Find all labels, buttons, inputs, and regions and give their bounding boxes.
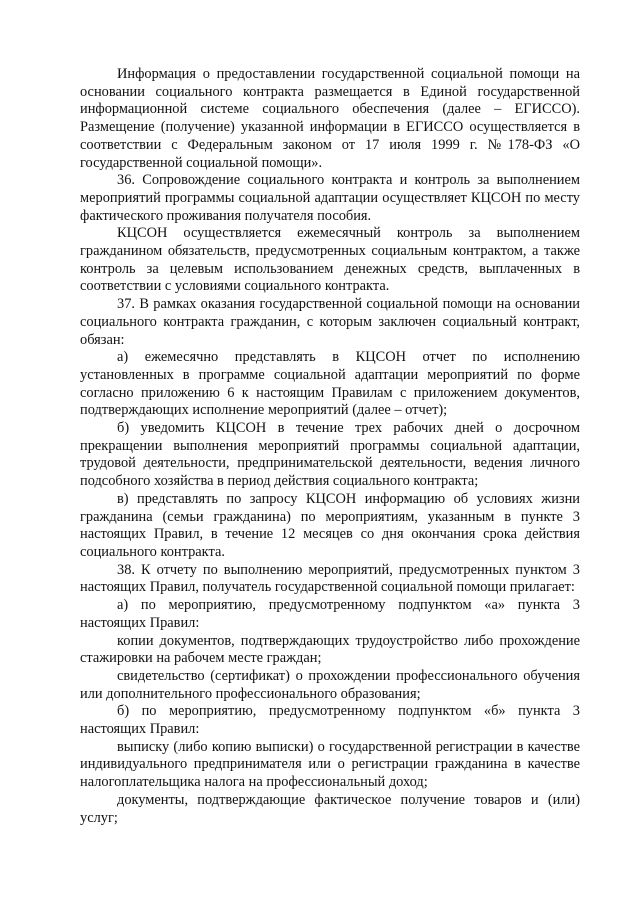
paragraph-37: 37. В рамках оказания государственной социальной помощи на основании социального контракта гражданин, с которым заключен социальный контракт, обязан: [80,296,580,348]
document-page [80,66,580,827]
paragraph-37-v: в) представлять по запросу КЦСОН информацию об условиях жизни гражданина (семьи гражданина) по мероприятиям, указанным в пункте 3 настоящих Правил, в течение 12 месяцев со дня окончания срока действия социального контракта. [80,490,580,560]
paragraph-38-a-certificate: свидетельство (сертификат) о прохождении профессионального обучения или дополнительного профессионального образования; [80,667,580,702]
paragraph-monthly-control: КЦСОН осуществляется ежемесячный контроль за выполнением гражданином обязательств, предусмотренных социальным контрактом, а также контроль за целевым использованием денежных средств, выплаченных в соответствии с условиями социального контракта. [80,225,580,295]
paragraph-38: 38. К отчету по выполнению мероприятий, предусмотренных пунктом 3 настоящих Правил, получатель государственной социальной помощи прилагает: [80,561,580,596]
paragraph-egisso-info: Информация о предоставлении государственной социальной помощи на основании социального контракта размещается в Единой государственной информационной системе социального обеспечения (далее – ЕГИССО). Размещение (получение) указанной информации в ЕГИССО осуществляется в соответствии с Федеральным законом от 17 июля 1999 г. №178-ФЗ «О государственной социальной помощи». [80,66,580,171]
paragraph-38-b-documents: документы, подтверждающие фактическое получение товаров и (или) услуг; [80,791,580,826]
paragraph-38-a: а) по мероприятию, предусмотренному подпунктом «а» пункта 3 настоящих Правил: [80,597,580,631]
paragraph-36: 36. Сопровождение социального контракта и контроль за выполнением мероприятий программы социальной адаптации осуществляет КЦСОН по месту фактического проживания получателя пособия. [80,172,580,224]
paragraph-37-a: а) ежемесячно представлять в КЦСОН отчет по исполнению установленных в программе социальной адаптации мероприятий по форме согласно приложению 6 к настоящим Правилам с приложением документов, подтверждающих исполнение мероприятий (далее – отчет); [80,349,580,419]
paragraph-38-b-extract: выписку (либо копию выписки) о государственной регистрации в качестве индивидуального предпринимателя или о регистрации гражданина в качестве налогоплательщика налога на профессиональный доход; [80,738,580,791]
paragraph-37-b: б) уведомить КЦСОН в течение трех рабочих дней о досрочном прекращении выполнения мероприятий программы социальной адаптации, трудовой деятельности, предпринимательской деятельности, ведения личного подсобного хозяйства в период действия социального контракта; [80,420,580,490]
paragraph-38-b: б) по мероприятию, предусмотренному подпунктом «б» пункта 3 настоящих Правил: [80,703,580,738]
paragraph-38-a-copies: копии документов, подтверждающих трудоустройство либо прохождение стажировки на рабочем месте граждан; [80,632,580,667]
